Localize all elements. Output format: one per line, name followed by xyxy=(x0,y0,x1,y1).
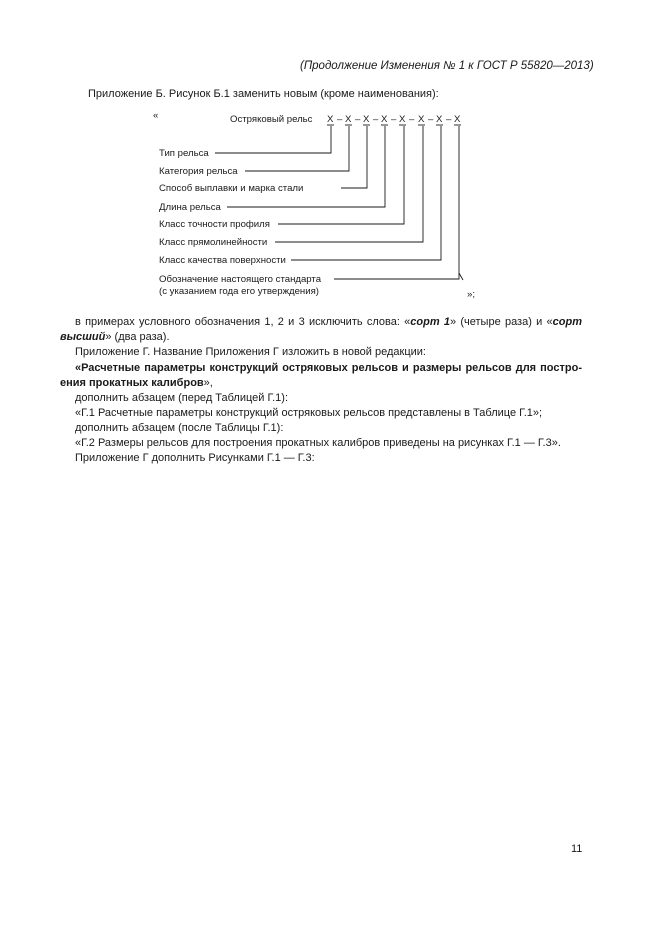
running-header: (Продолжение Изменения № 1 к ГОСТ Р 55820—2013) xyxy=(300,60,594,72)
appendix-g-new-title-line1: «Расчетные параметры конструкций остряковых рельсов и размеры рельсов для постро- xyxy=(75,362,582,374)
label-standard-designation: Обозначение настоящего стандарта xyxy=(159,274,322,285)
label-smelting-method: Способ выплавки и марка стали xyxy=(159,183,304,194)
placeholder-2: Х xyxy=(345,114,352,125)
label-profile-accuracy: Класс точности профиля xyxy=(159,219,270,230)
placeholder-5: Х xyxy=(399,114,406,125)
label-straightness-class: Класс прямолинейности xyxy=(159,237,268,248)
diagram-close-quote: »; xyxy=(467,289,476,300)
placeholder-7: Х xyxy=(436,114,443,125)
dash-6: – xyxy=(428,114,434,125)
dash-1: – xyxy=(337,114,343,125)
paragraph-add-before-table: дополнить абзацем (перед Таблицей Г.1): xyxy=(75,392,289,404)
dash-4: – xyxy=(391,114,397,125)
paragraph-appendix-g: Приложение Г. Название Приложения Г изложить в новой редакции: xyxy=(75,346,426,358)
paragraph-remove-words-cont: высший» (два раза). xyxy=(60,331,170,343)
placeholder-1: Х xyxy=(327,114,334,125)
paragraph-g2-text: «Г.2 Размеры рельсов для построения прокатных калибров приведены на рисунках Г.1 — Г.3». xyxy=(75,437,561,449)
label-approval-year: (с указанием года его утверждения) xyxy=(159,286,319,297)
dash-5: – xyxy=(409,114,415,125)
intro-paragraph: Приложение Б. Рисунок Б.1 заменить новым (кроме наименования): xyxy=(88,88,439,100)
label-surface-quality: Класс качества поверхности xyxy=(159,255,286,266)
placeholder-3: Х xyxy=(363,114,370,125)
paragraph-add-after-table: дополнить абзацем (после Таблицы Г.1): xyxy=(75,422,284,434)
appendix-g-new-title-line2: ения прокатных калибров», xyxy=(60,377,213,389)
diagram-open-quote: « xyxy=(153,110,159,121)
paragraph-add-figures: Приложение Г дополнить Рисунками Г.1 — Г.3: xyxy=(75,452,315,464)
paragraph-remove-words: в примерах условного обозначения 1, 2 и 3 исключить слова: «сорт 1» (четыре раза) и «сорт xyxy=(75,316,582,328)
page-number: 11 xyxy=(571,843,583,855)
label-rail-type: Тип рельса xyxy=(159,148,209,159)
dash-2: – xyxy=(355,114,361,125)
dash-3: – xyxy=(373,114,379,125)
label-rail-length: Длина рельса xyxy=(159,202,221,213)
dash-7: – xyxy=(446,114,452,125)
label-rail-category: Категория рельса xyxy=(159,166,238,177)
placeholder-4: Х xyxy=(381,114,388,125)
placeholder-8: Х xyxy=(454,114,461,125)
designation-label: Остряковый рельс xyxy=(230,114,313,125)
paragraph-g1-text: «Г.1 Расчетные параметры конструкций остряковых рельсов представлены в Таблице Г.1»; xyxy=(75,407,543,419)
placeholder-6: Х xyxy=(418,114,425,125)
